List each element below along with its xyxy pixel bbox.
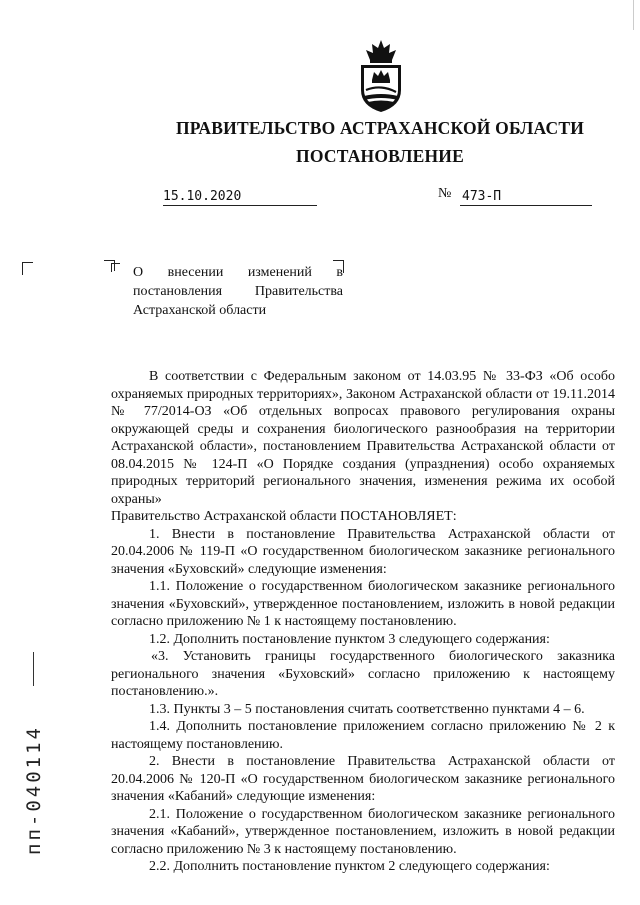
body-paragraph: 1. Внести в постановление Правительства Астраханской области от 20.04.2006 № 119-П «О государственном биологическом заказнике регионального значения «Буховский» следующие изменения:	[111, 526, 615, 577]
document-date: 15.10.2020	[163, 189, 242, 204]
document-type-title: ПОСТАНОВЛЕНИЕ	[296, 146, 464, 166]
document-number: 473-П	[462, 189, 502, 204]
body-paragraph: 2. Внести в постановление Правительства Астраханской области от 20.04.2006 № 120-П «О государственном биологическом заказнике регионального значения «Кабаний» следующие изменения:	[111, 754, 615, 804]
document-body	[111, 368, 615, 876]
body-paragraph: 1.1. Положение о государственном биологическом заказнике регионального значения «Буховский», утвержденное постановлением, изложить в новой редакции согласно приложению № 1 к настоящему постановлению.	[111, 579, 615, 629]
body-paragraph: В соответствии с Федеральным законом от 14.03.95 № 33-ФЗ «Об особо охраняемых природных территориях», Законом Астраханской области от 19.11.2014 № 77/2014-ОЗ «Об отдельных вопросах правового регулирования охраны окружающей среды и сохранения биологического разнообразия на территории Астраханской области», постановлением Правительства Астраханской области от 08.04.2015 № 124-П «О Порядке создания (упразднения) особо охраняемых природных территорий регионального значения, изменения режима их особой охраны»	[111, 369, 615, 507]
serial-number: пп-040114	[23, 725, 45, 855]
serial-number-stamp	[16, 690, 52, 890]
body-paragraph: 1.4. Дополнить постановление приложением согласно приложению № 2 к настоящему постановлению.	[111, 719, 615, 752]
subject-corner-bracket	[111, 263, 120, 272]
body-paragraph: 2.2. Дополнить постановление пунктом 2 следующего содержания:	[149, 859, 550, 874]
document-subject: О внесении изменений в постановления Правительства Астраханской области	[133, 265, 343, 318]
body-paragraph: Правительство Астраханской области ПОСТАНОВЛЯЕТ:	[111, 509, 457, 524]
scan-edge-line	[633, 0, 634, 30]
margin-tick-line	[33, 652, 34, 686]
astrakhan-coat-of-arms-icon	[354, 38, 408, 114]
number-sign-label: №	[438, 186, 452, 201]
body-paragraph: «3. Установить границы государственного биологического заказника регионального значения «Буховский» согласно приложению к настоящему постановлению.».	[111, 649, 615, 699]
body-paragraph: 1.2. Дополнить постановление пунктом 3 следующего содержания:	[149, 631, 550, 647]
body-paragraph: 2.1. Положение о государственном биологическом заказнике регионального значения «Кабаний», утвержденное постановлением, изложить в новой редакции согласно приложению № 3 к настоящему постановлению.	[111, 806, 615, 857]
organization-name: ПРАВИТЕЛЬСТВО АСТРАХАНСКОЙ ОБЛАСТИ	[175, 118, 585, 138]
body-paragraph: 1.3. Пункты 3 – 5 постановления считать соответственно пунктами 4 – 6.	[149, 701, 585, 717]
document-number-field	[460, 187, 592, 206]
document-date-field	[163, 187, 317, 206]
margin-corner-bracket	[22, 262, 33, 275]
